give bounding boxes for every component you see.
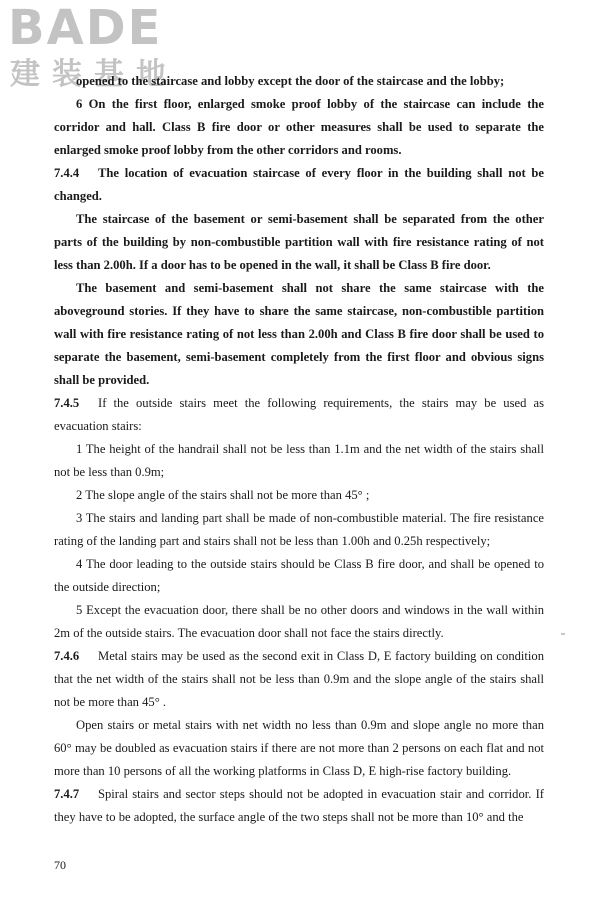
paragraph-text: The location of evacuation staircase of every floor in the building shall not be changed. [54,166,544,203]
page-number: 70 [54,858,66,872]
section-paragraph [54,783,544,829]
paragraph [54,208,544,277]
paragraph [54,484,544,507]
page-body [54,70,544,829]
paragraph-text: Open stairs or metal stairs with net width no less than 0.9m and slope angle no more than 60° may be doubled as evacuation stairs if there are not more than 2 persons on each flat and not more than 10 persons of all the working platforms in Class D, E high-rise factory building. [54,718,544,778]
paragraph [54,714,544,783]
paragraph-text: Spiral stairs and sector steps should not be adopted in evacuation stair and corridor. If they have to be adopted, the surface angle of the two steps shall not be more than 10° and the [54,787,544,824]
section-paragraph [54,645,544,714]
paragraph [54,93,544,162]
section-paragraph [54,392,544,438]
paragraph-text: 6 On the first floor, enlarged smoke proof lobby of the staircase can include the corridor and hall. Class B fire door or other measures shall be used to separate the enlarged smoke proof lobby from the other corridors and rooms. [54,97,544,157]
paragraph-text: 4 The door leading to the outside stairs should be Class B fire door, and shall be opened to the outside direction; [54,557,544,594]
paragraph [54,70,544,93]
section-number: 7.4.4 [54,166,80,180]
paragraph-text: The staircase of the basement or semi-basement shall be separated from the other parts of the building by non-combustible partition wall with fire resistance rating of not less than 2.00h. If a door has to be opened in the wall, it shall be Class B fire door. [54,212,544,272]
paragraph-text: 2 The slope angle of the stairs shall not be more than 45° ; [76,488,370,502]
paragraph [54,507,544,553]
paragraph-text: The basement and semi-basement shall not share the same staircase with the aboveground stories. If they have to share the same staircase, non-combustible partition wall with fire resistance rating of not less than 2.00h and Class B fire door shall be used to separate the basement, semi-basement completely from the first floor and obvious signs shall be provided. [54,281,544,387]
paragraph [54,438,544,484]
scan-mark [561,633,565,635]
section-number: 7.4.5 [54,396,80,410]
watermark-cjk: 建装基地 [10,57,178,92]
paragraph [54,277,544,392]
paragraph-text: 3 The stairs and landing part shall be made of non-combustible material. The fire resistance rating of the landing part and stairs shall not be less than 1.00h and 0.25h respectively; [54,511,544,548]
watermark-latin: BADE [8,0,163,56]
section-number: 7.4.6 [54,649,80,663]
paragraph [54,553,544,599]
section-number: 7.4.7 [54,787,80,801]
paragraph-text: 5 Except the evacuation door, there shall be no other doors and windows in the wall within 2m of the outside stairs. The evacuation door shall not face the stairs directly. [54,603,544,640]
section-paragraph [54,162,544,208]
paragraph-text: If the outside stairs meet the following requirements, the stairs may be used as evacuation stairs: [54,396,544,433]
paragraph-text: 1 The height of the handrail shall not be less than 1.1m and the net width of the stairs shall not be less than 0.9m; [54,442,544,479]
paragraph-text: opened to the staircase and lobby except the door of the staircase and the lobby; [76,74,505,88]
paragraph [54,599,544,645]
paragraph-text: Metal stairs may be used as the second exit in Class D, E factory building on condition that the net width of the stairs shall not be less than 0.9m and the slope angle of the stairs shall not be more than 45° . [54,649,544,709]
